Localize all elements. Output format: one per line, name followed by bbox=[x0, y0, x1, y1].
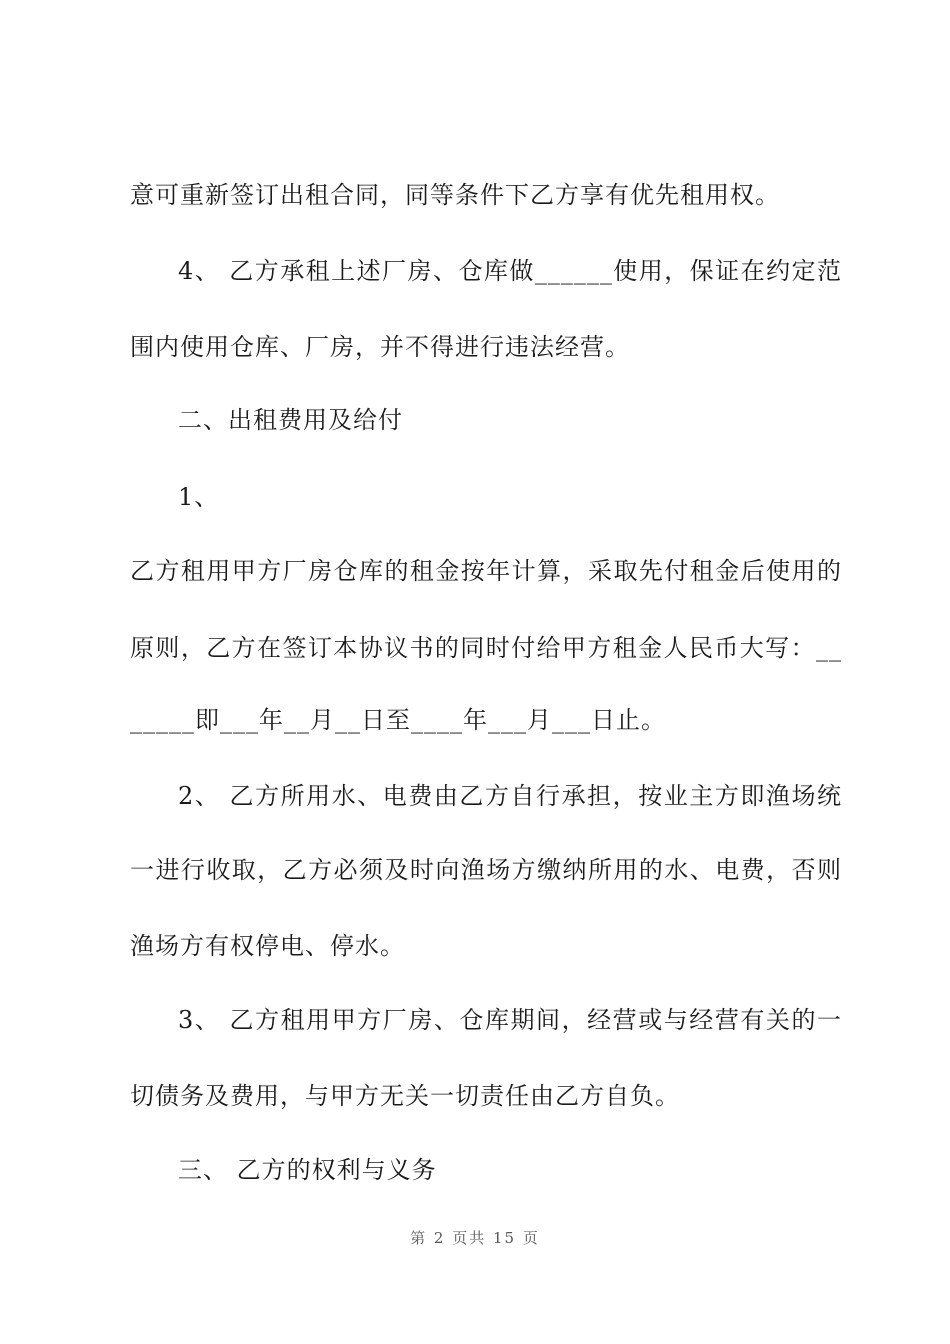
page-number-footer: 第 2 页共 15 页 bbox=[410, 1229, 540, 1247]
paragraph-line: 一进行收取，乙方必须及时向渔场方缴纳所用的水、电费，否则 bbox=[130, 856, 842, 884]
paragraph-line: 1、 bbox=[178, 483, 220, 511]
paragraph-line: 4、 乙方承租上述厂房、仓库做______使用，保证在约定范 bbox=[178, 257, 842, 285]
paragraph-line: 2、 乙方所用水、电费由乙方自行承担，按业主方即渔场统 bbox=[178, 782, 842, 810]
section-heading: 二、出租费用及给付 bbox=[178, 406, 403, 434]
paragraph-line: 意可重新签订出租合同，同等条件下乙方享有优先租用权。 bbox=[130, 181, 780, 209]
paragraph-line: 围内使用仓库、厂房，并不得进行违法经营。 bbox=[130, 333, 630, 361]
paragraph-line: 原则，乙方在签订本协议书的同时付给甲方租金人民币大写：__ bbox=[130, 634, 842, 662]
paragraph-line: _____即___年__月__日至____年___月___日止。 bbox=[130, 706, 666, 734]
paragraph-line: 切债务及费用，与甲方无关一切责任由乙方自负。 bbox=[130, 1082, 680, 1110]
paragraph-line: 3、 乙方租用甲方厂房、仓库期间，经营或与经营有关的一 bbox=[178, 1006, 842, 1034]
section-heading: 三、 乙方的权利与义务 bbox=[178, 1156, 437, 1184]
paragraph-line: 乙方租用甲方厂房仓库的租金按年计算，采取先付租金后使用的 bbox=[130, 557, 842, 585]
paragraph-line: 渔场方有权停电、停水。 bbox=[130, 932, 405, 960]
